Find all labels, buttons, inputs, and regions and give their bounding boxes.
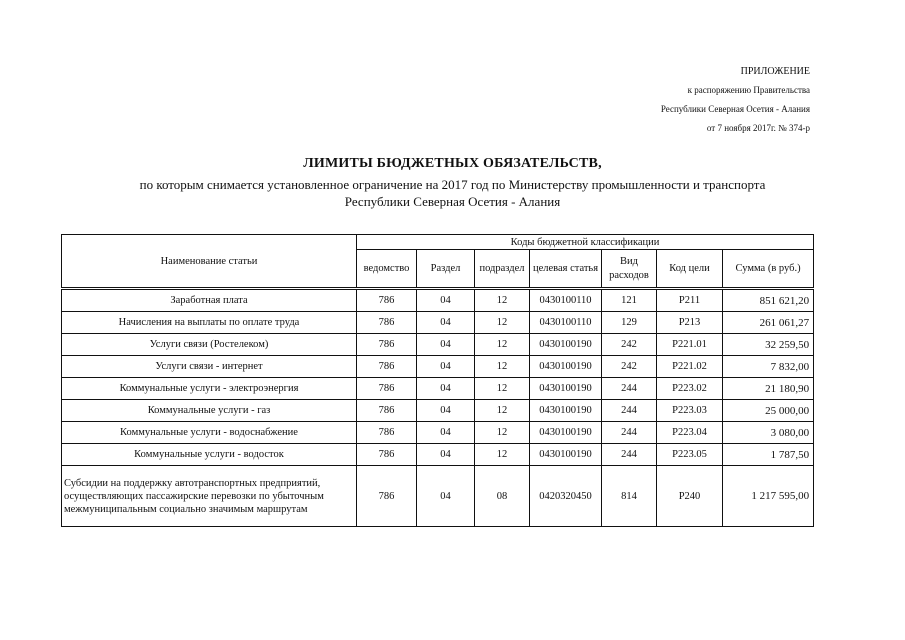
row-vid: 244 <box>602 400 657 422</box>
row-target: 0430100190 <box>530 422 602 444</box>
row-kod-celi: Р211 <box>657 289 723 312</box>
row-vedomstvo: 786 <box>357 378 417 400</box>
subtitle-line-2: Республики Северная Осетия - Алания <box>344 194 561 209</box>
row-summa: 851 621,20 <box>723 289 814 312</box>
row-summa: 21 180,90 <box>723 378 814 400</box>
row-razdel: 04 <box>417 422 475 444</box>
row-summa: 1 217 595,00 <box>723 466 814 527</box>
row-kod-celi: Р223.05 <box>657 444 723 466</box>
header-target: целевая статья <box>530 250 602 289</box>
row-summa: 7 832,00 <box>723 356 814 378</box>
header-vid: Вид расходов <box>602 250 657 289</box>
row-podrazdel: 12 <box>475 422 530 444</box>
row-razdel: 04 <box>417 356 475 378</box>
row-summa: 32 259,50 <box>723 334 814 356</box>
row-name: Заработная плата <box>62 289 357 312</box>
row-razdel: 04 <box>417 378 475 400</box>
row-podrazdel: 12 <box>475 312 530 334</box>
row-target: 0420320450 <box>530 466 602 527</box>
table-row <box>62 289 814 312</box>
row-target: 0430100110 <box>530 289 602 312</box>
row-summa: 261 061,27 <box>723 312 814 334</box>
row-vid: 244 <box>602 444 657 466</box>
row-razdel: 04 <box>417 466 475 527</box>
row-target: 0430100190 <box>530 400 602 422</box>
row-vid: 814 <box>602 466 657 527</box>
appendix-line-3: от 7 ноября 2017г. № 374-р <box>706 123 810 133</box>
row-vid: 121 <box>602 289 657 312</box>
table-row <box>62 312 814 334</box>
row-name: Коммунальные услуги - газ <box>62 400 357 422</box>
appendix-line-1: к распоряжению Правительства <box>687 85 810 95</box>
row-target: 0430100190 <box>530 334 602 356</box>
row-vid: 242 <box>602 356 657 378</box>
row-vid: 129 <box>602 312 657 334</box>
row-name: Субсидии на поддержку автотранспортных предприятий, осуществляющих пассажирские перевозки по убыточным межмуниципальным социально значимым маршрутам <box>62 466 357 527</box>
row-vedomstvo: 786 <box>357 444 417 466</box>
row-name: Начисления на выплаты по оплате труда <box>62 312 357 334</box>
row-razdel: 04 <box>417 312 475 334</box>
table-row <box>62 444 814 466</box>
appendix-heading: ПРИЛОЖЕНИЕ <box>740 66 810 77</box>
row-kod-celi: Р223.04 <box>657 422 723 444</box>
row-podrazdel: 12 <box>475 400 530 422</box>
row-kod-celi: Р213 <box>657 312 723 334</box>
table-row <box>62 378 814 400</box>
header-codes-group: Коды бюджетной классификации <box>357 235 814 250</box>
row-vid: 244 <box>602 422 657 444</box>
row-kod-celi: Р223.02 <box>657 378 723 400</box>
row-vedomstvo: 786 <box>357 356 417 378</box>
row-name: Коммунальные услуги - водоснабжение <box>62 422 357 444</box>
appendix-block <box>661 62 810 138</box>
row-name: Услуги связи - интернет <box>62 356 357 378</box>
row-vid: 244 <box>602 378 657 400</box>
row-summa: 1 787,50 <box>723 444 814 466</box>
table-row <box>62 334 814 356</box>
row-vedomstvo: 786 <box>357 466 417 527</box>
table-row <box>62 422 814 444</box>
header-vedomstvo: ведомство <box>357 250 417 289</box>
row-podrazdel: 12 <box>475 356 530 378</box>
table-row <box>62 356 814 378</box>
row-target: 0430100190 <box>530 444 602 466</box>
row-summa: 3 080,00 <box>723 422 814 444</box>
row-vid: 242 <box>602 334 657 356</box>
row-podrazdel: 12 <box>475 444 530 466</box>
budget-limits-table <box>61 234 814 527</box>
table-row <box>62 466 814 527</box>
row-razdel: 04 <box>417 400 475 422</box>
row-kod-celi: Р240 <box>657 466 723 527</box>
row-vedomstvo: 786 <box>357 312 417 334</box>
header-summa: Сумма (в руб.) <box>723 250 814 289</box>
row-vedomstvo: 786 <box>357 334 417 356</box>
header-kod-celi: Код цели <box>657 250 723 289</box>
row-podrazdel: 12 <box>475 378 530 400</box>
row-name: Коммунальные услуги - электроэнергия <box>62 378 357 400</box>
row-target: 0430100110 <box>530 312 602 334</box>
row-podrazdel: 12 <box>475 334 530 356</box>
row-name: Коммунальные услуги - водосток <box>62 444 357 466</box>
row-target: 0430100190 <box>530 356 602 378</box>
row-razdel: 04 <box>417 334 475 356</box>
row-kod-celi: Р221.01 <box>657 334 723 356</box>
row-summa: 25 000,00 <box>723 400 814 422</box>
row-vedomstvo: 786 <box>357 289 417 312</box>
row-razdel: 04 <box>417 444 475 466</box>
row-kod-celi: Р221.02 <box>657 356 723 378</box>
document-subtitle <box>0 176 905 210</box>
row-kod-celi: Р223.03 <box>657 400 723 422</box>
header-razdel: Раздел <box>417 250 475 289</box>
header-name: Наименование статьи <box>62 235 357 289</box>
row-podrazdel: 08 <box>475 466 530 527</box>
table-row <box>62 400 814 422</box>
header-podrazdel: подраздел <box>475 250 530 289</box>
subtitle-line-1: по которым снимается установленное ограничение на 2017 год по Министерству промышленности и транспорта <box>139 177 766 192</box>
row-vedomstvo: 786 <box>357 422 417 444</box>
appendix-line-2: Республики Северная Осетия - Алания <box>660 104 810 114</box>
document-title: ЛИМИТЫ БЮДЖЕТНЫХ ОБЯЗАТЕЛЬСТВ, <box>303 156 602 171</box>
row-name: Услуги связи (Ростелеком) <box>62 334 357 356</box>
row-razdel: 04 <box>417 289 475 312</box>
row-vedomstvo: 786 <box>357 400 417 422</box>
row-target: 0430100190 <box>530 378 602 400</box>
row-podrazdel: 12 <box>475 289 530 312</box>
